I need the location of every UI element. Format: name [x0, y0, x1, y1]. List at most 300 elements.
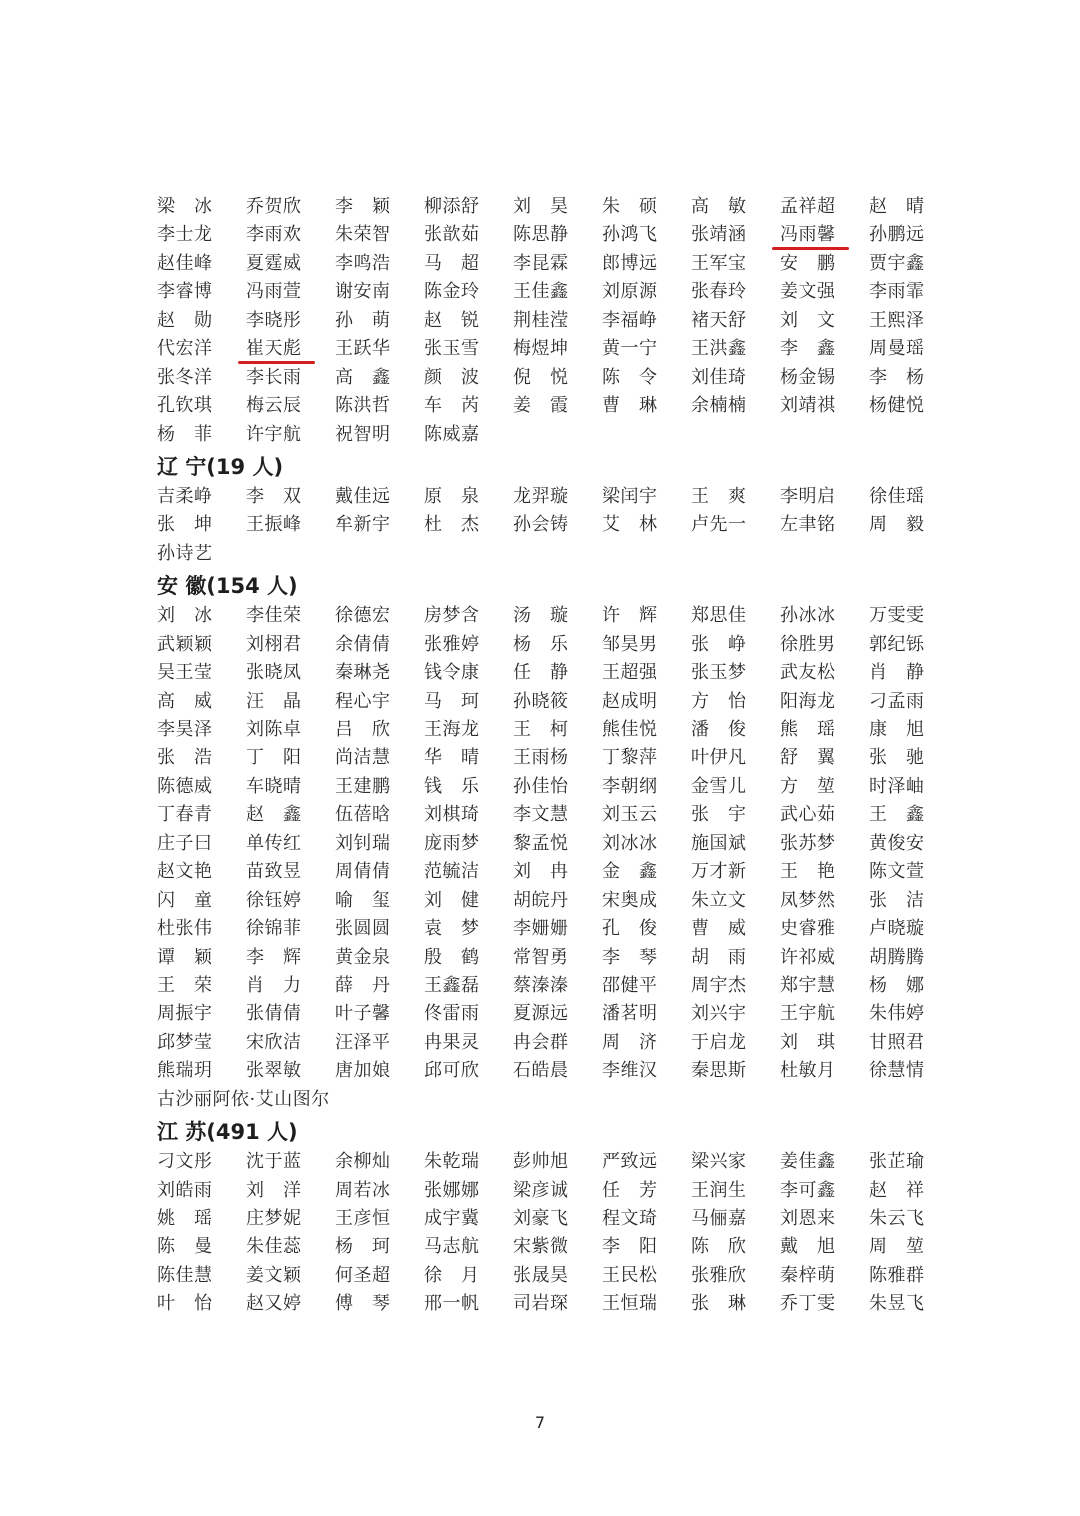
- name-entry: 孙冰冰: [780, 605, 836, 627]
- highlighted-name-entry: 崔天彪: [246, 335, 335, 363]
- name-entry: 张圆圆: [335, 918, 391, 940]
- name-entry: 张晟昊: [513, 1264, 569, 1286]
- name-entry: 李 鑫: [780, 338, 836, 360]
- name-entry: 万雯雯: [869, 605, 925, 627]
- name-entry: 成宇冀: [424, 1208, 480, 1229]
- name-entry: 赵 晴: [869, 196, 925, 217]
- name-entry: 庞雨梦: [424, 832, 480, 854]
- name-entry: 曹 琳: [602, 395, 658, 417]
- name-entry: 熊 瑶: [780, 719, 836, 740]
- name-entry: 王 柯: [513, 719, 569, 740]
- name-entry: 庄梦妮: [246, 1208, 302, 1229]
- name-entry: 吉柔峥: [157, 485, 213, 507]
- name-entry: 肖 静: [869, 662, 925, 684]
- name-entry: 孔 俊: [602, 918, 658, 940]
- name-entry: 朱荣智: [335, 224, 391, 246]
- name-entry: 张娜娜: [424, 1179, 480, 1201]
- name-entry: 刘钊瑞: [335, 832, 391, 854]
- name-entry: 张晓凤: [246, 662, 302, 684]
- name-entry: 代宏洋: [157, 338, 213, 360]
- name-entry: 杨 菲: [157, 423, 213, 445]
- name-entry: 张雅欣: [691, 1264, 747, 1286]
- name-entry: 甘照君: [869, 1031, 925, 1053]
- name-entry: 王鑫磊: [424, 974, 480, 996]
- name-entry: 时泽岫: [869, 775, 925, 797]
- name-entry: 周 济: [602, 1031, 658, 1053]
- name-entry: 叶子馨: [335, 1003, 391, 1025]
- name-entry: 李 双: [246, 485, 302, 507]
- name-entry: 杨健悦: [869, 395, 925, 417]
- name-entry: 褚天舒: [691, 309, 747, 331]
- name-entry: 黄金泉: [335, 946, 391, 968]
- name-entry: 尚洁慧: [335, 747, 391, 769]
- name-entry: 刘 文: [780, 309, 836, 331]
- name-entry: 王佳鑫: [513, 281, 569, 303]
- name-entry: 胡皖丹: [513, 889, 569, 911]
- name-entry: 徐 月: [424, 1264, 480, 1286]
- name-entry: 王熙泽: [869, 309, 925, 331]
- name-entry: 刁文彤: [157, 1151, 213, 1173]
- name-entry: 车晓晴: [246, 775, 302, 797]
- name-entry: 任 静: [513, 662, 569, 684]
- page-number: 7: [534, 1413, 546, 1432]
- name-entry: 周振宇: [157, 1003, 213, 1025]
- name-entry: 金 鑫: [602, 861, 658, 883]
- name-entry: 张玉梦: [691, 662, 747, 684]
- name-entry: 李昆霖: [513, 252, 569, 274]
- name-entry: 石皓晨: [513, 1060, 569, 1082]
- name-entry: 邢一帆: [424, 1293, 480, 1315]
- name-entry: 宋欣洁: [246, 1031, 302, 1053]
- name-entry: 陈 欣: [691, 1236, 747, 1258]
- name-entry: 孟祥超: [780, 196, 836, 217]
- name-entry: 李文慧: [513, 804, 569, 826]
- name-entry: 张冬洋: [157, 366, 213, 388]
- name-entry: 陈 曼: [157, 1236, 213, 1258]
- name-entry: 武友松: [780, 662, 836, 684]
- name-entry: 李福峥: [602, 309, 658, 331]
- name-entry: 王 爽: [691, 485, 747, 507]
- name-entry: 牟新宇: [335, 514, 391, 536]
- name-entry: 王民松: [602, 1264, 658, 1286]
- name-entry: 张苏梦: [780, 832, 836, 854]
- name-entry: 祝智明: [335, 423, 391, 445]
- name-entry: 李鸣浩: [335, 252, 391, 274]
- name-entry: 武颖颖: [157, 633, 213, 655]
- name-entry: 李睿博: [157, 281, 213, 303]
- name-entry: 刘 冰: [157, 605, 213, 627]
- name-entry: 荆桂滢: [513, 309, 569, 331]
- name-entry: 周 堃: [869, 1236, 925, 1258]
- name-entry: 余倩倩: [335, 633, 391, 655]
- name-entry: 刘陈卓: [246, 719, 302, 740]
- name-entry: 徐胜男: [780, 633, 836, 655]
- name-entry: 刘玉云: [602, 804, 658, 826]
- name-entry: 方 怡: [691, 690, 747, 712]
- name-entry: 苗致昱: [246, 861, 302, 883]
- name-entry: 万才新: [691, 861, 747, 883]
- name-entry: 李佳荣: [246, 605, 302, 627]
- name-entry: 颜 波: [424, 366, 480, 388]
- name-entry: 赵又婷: [246, 1293, 302, 1315]
- name-entry: 史睿雅: [780, 918, 836, 940]
- name-entry: 周 毅: [869, 514, 925, 536]
- name-entry: 沈于蓝: [246, 1151, 302, 1173]
- name-entry: 吕 欣: [335, 719, 391, 740]
- name-entry: 梅云辰: [246, 395, 302, 417]
- name-grid: [157, 483, 932, 568]
- name-entry: 蔡溱溱: [513, 974, 569, 996]
- name-entry: 王军宝: [691, 252, 747, 274]
- name-entry: 李朝纲: [602, 775, 658, 797]
- name-entry: 金雪儿: [691, 775, 747, 797]
- name-entry: 朱立文: [691, 889, 747, 911]
- name-entry: 刘豪飞: [513, 1208, 569, 1229]
- name-entry: 刘棋琦: [424, 804, 480, 826]
- name-entry: 姜文强: [780, 281, 836, 303]
- name-entry: 任 芳: [602, 1179, 658, 1201]
- name-entry: 徐慧情: [869, 1060, 925, 1082]
- name-grid: [157, 602, 932, 1114]
- name-entry: 李 琴: [602, 946, 658, 968]
- province-heading: 安 徽(154 人): [157, 574, 298, 599]
- name-entry: 司岩琛: [513, 1293, 569, 1315]
- name-entry: 刘 琪: [780, 1031, 836, 1053]
- name-entry: 李士龙: [157, 224, 213, 246]
- name-entry: 程心宇: [335, 690, 391, 712]
- name-entry: 王跃华: [335, 338, 391, 360]
- name-entry: 刘佳琦: [691, 366, 747, 388]
- name-entry: 张芷瑜: [869, 1151, 925, 1173]
- name-entry: 梅煜坤: [513, 338, 569, 360]
- name-entry: 赵 勋: [157, 309, 213, 331]
- name-entry: 叶 怡: [157, 1293, 213, 1315]
- name-entry: 佟雷雨: [424, 1003, 480, 1025]
- name-entry: 刘恩来: [780, 1208, 836, 1229]
- name-entry: 潘 俊: [691, 719, 747, 740]
- name-entry: 张玉雪: [424, 338, 480, 360]
- name-entry: 郎博远: [602, 252, 658, 274]
- name-entry: 刘靖祺: [780, 395, 836, 417]
- name-entry: 高 敏: [691, 196, 747, 217]
- name-entry: 孔钦琪: [157, 395, 213, 417]
- name-entry: 徐钰婷: [246, 889, 302, 911]
- name-entry: 姜 霞: [513, 395, 569, 417]
- name-entry: 姜佳鑫: [780, 1151, 836, 1173]
- name-entry: 刘兴宇: [691, 1003, 747, 1025]
- name-entry: 龙羿璇: [513, 485, 569, 507]
- name-entry: 方 堃: [780, 775, 836, 797]
- name-entry: 王 鑫: [869, 804, 925, 826]
- name-entry: 周曼瑶: [869, 338, 925, 360]
- name-entry: 李 辉: [246, 946, 302, 968]
- name-entry: 钱令康: [424, 662, 480, 684]
- name-entry: 李 颖: [335, 196, 391, 217]
- name-entry: 李雨霏: [869, 281, 925, 303]
- name-entry: 许祁威: [780, 946, 836, 968]
- name-entry: 杨 乐: [513, 633, 569, 655]
- name-entry: 艾 林: [602, 514, 658, 536]
- name-entry: 夏霆威: [246, 252, 302, 274]
- name-entry: 陈思静: [513, 224, 569, 246]
- name-entry: 曹 威: [691, 918, 747, 940]
- name-entry: 熊瑞玥: [157, 1060, 213, 1082]
- name-entry: 徐锦菲: [246, 918, 302, 940]
- name-entry: 常智勇: [513, 946, 569, 968]
- name-entry: 张 驰: [869, 747, 925, 769]
- name-entry: 马志航: [424, 1236, 480, 1258]
- name-entry: 孙鸿飞: [602, 224, 658, 246]
- name-entry: 刘 昊: [513, 196, 569, 217]
- name-entry: 王彦恒: [335, 1208, 391, 1229]
- name-entry: 秦思斯: [691, 1060, 747, 1082]
- name-entry: 梁 冰: [157, 196, 213, 217]
- name-entry: 刘 洋: [246, 1179, 302, 1201]
- name-entry: 许宇航: [246, 423, 302, 445]
- name-entry: 夏源远: [513, 1003, 569, 1025]
- name-entry: 孙鹏远: [869, 224, 925, 246]
- name-entry: 张 洁: [869, 889, 925, 911]
- name-entry: 袁 梦: [424, 918, 480, 940]
- name-entry: 王 荣: [157, 974, 213, 996]
- name-entry: 郑宇慧: [780, 974, 836, 996]
- name-entry: 彭帅旭: [513, 1151, 569, 1173]
- name-entry: 周若冰: [335, 1179, 391, 1201]
- name-entry: 谭 颖: [157, 946, 213, 968]
- name-entry: 薛 丹: [335, 974, 391, 996]
- name-entry: 王超强: [602, 662, 658, 684]
- name-entry: 陈洪哲: [335, 395, 391, 417]
- name-entry: 康 旭: [869, 719, 925, 740]
- name-entry: 庄子曰: [157, 832, 213, 854]
- name-entry: 严致远: [602, 1151, 658, 1173]
- name-entry: 周宇杰: [691, 974, 747, 996]
- name-entry: 李 阳: [602, 1236, 658, 1258]
- name-entry: 闪 童: [157, 889, 213, 911]
- name-entry: 张 浩: [157, 747, 213, 769]
- name-grid: [157, 193, 932, 449]
- name-entry: 王雨杨: [513, 747, 569, 769]
- name-entry: 李 杨: [869, 366, 925, 388]
- name-entry: 徐佳瑶: [869, 485, 925, 507]
- name-entry: 胡 雨: [691, 946, 747, 968]
- name-entry: 李晓彤: [246, 309, 302, 331]
- name-entry: 房梦含: [424, 605, 480, 627]
- name-entry: 刘冰冰: [602, 832, 658, 854]
- name-entry: 王洪鑫: [691, 338, 747, 360]
- name-entry: 潘茗明: [602, 1003, 658, 1025]
- name-entry: 朱伟婷: [869, 1003, 925, 1025]
- name-entry: 刘 健: [424, 889, 480, 911]
- name-entry: 黄俊安: [869, 832, 925, 854]
- name-entry: 张翠敏: [246, 1060, 302, 1082]
- name-entry: 王润生: [691, 1179, 747, 1201]
- name-entry: 朱昱飞: [869, 1293, 925, 1315]
- name-entry: 梁闰宇: [602, 485, 658, 507]
- name-entry: 高 威: [157, 690, 213, 712]
- name-entry: 李雨欢: [246, 224, 302, 246]
- name-entry: 肖 力: [246, 974, 302, 996]
- name-entry: 安 鹏: [780, 252, 836, 274]
- name-entry: 冉会群: [513, 1031, 569, 1053]
- name-entry: 孙会铸: [513, 514, 569, 536]
- name-entry: 李昊泽: [157, 719, 213, 740]
- name-entry: 刘栩君: [246, 633, 302, 655]
- name-entry: 杨 娜: [869, 974, 925, 996]
- name-entry: 陈德威: [157, 775, 213, 797]
- name-entry: 李维汉: [602, 1060, 658, 1082]
- name-entry: 梁兴家: [691, 1151, 747, 1173]
- name-entry: 周倩倩: [335, 861, 391, 883]
- name-entry: 汪 晶: [246, 690, 302, 712]
- name-entry: 赵 锐: [424, 309, 480, 331]
- name-entry: 张 峥: [691, 633, 747, 655]
- name-entry: 姚 瑶: [157, 1208, 213, 1229]
- name-entry: 单传红: [246, 832, 302, 854]
- name-entry: 喻 玺: [335, 889, 391, 911]
- name-entry: 朱 硕: [602, 196, 658, 217]
- name-list-document: [157, 193, 932, 1319]
- name-entry: 张 坤: [157, 514, 213, 536]
- name-entry: 丁黎萍: [602, 747, 658, 769]
- name-entry: 施国斌: [691, 832, 747, 854]
- name-grid: [157, 1148, 932, 1319]
- name-entry: 卢晓璇: [869, 918, 925, 940]
- name-entry: 乔丁雯: [780, 1293, 836, 1315]
- name-entry: 于启龙: [691, 1031, 747, 1053]
- name-entry: 胡腾腾: [869, 946, 925, 968]
- name-entry: 张春玲: [691, 281, 747, 303]
- name-entry: 乔贺欣: [246, 196, 302, 217]
- name-entry: 秦梓萌: [780, 1264, 836, 1286]
- name-entry: 赵佳峰: [157, 252, 213, 274]
- name-entry: 程文琦: [602, 1208, 658, 1229]
- name-entry: 倪 悦: [513, 366, 569, 388]
- name-entry: 黎孟悦: [513, 832, 569, 854]
- name-entry: 张 琳: [691, 1293, 747, 1315]
- name-entry: 杨金锡: [780, 366, 836, 388]
- name-entry: 徐德宏: [335, 605, 391, 627]
- name-entry: 赵 鑫: [246, 804, 302, 826]
- name-entry: 左聿铭: [780, 514, 836, 536]
- name-entry: 赵 祥: [869, 1179, 925, 1201]
- name-entry: 张倩倩: [246, 1003, 302, 1025]
- name-entry: 马俪嘉: [691, 1208, 747, 1229]
- name-entry: 余柳灿: [335, 1151, 391, 1173]
- name-entry: 陈文萱: [869, 861, 925, 883]
- name-entry: 柳添舒: [424, 196, 480, 217]
- name-entry: 张靖涵: [691, 224, 747, 246]
- name-entry: 杜 杰: [424, 514, 480, 536]
- name-entry: 唐加娘: [335, 1060, 391, 1082]
- name-entry: 邱可欣: [424, 1060, 480, 1082]
- name-entry: 李明启: [780, 485, 836, 507]
- name-entry: 赵文艳: [157, 861, 213, 883]
- name-entry: 王振峰: [246, 514, 302, 536]
- name-entry: 傅 琴: [335, 1293, 391, 1315]
- name-entry: 武心茹: [780, 804, 836, 826]
- name-entry: 邱梦莹: [157, 1031, 213, 1053]
- name-entry: 车 芮: [424, 395, 480, 417]
- province-heading: 辽 宁(19 人): [157, 454, 284, 479]
- name-entry: 丁春青: [157, 804, 213, 826]
- name-entry: 刘皓雨: [157, 1179, 213, 1201]
- name-entry: 华 晴: [424, 747, 480, 769]
- name-entry: 宋奥成: [602, 889, 658, 911]
- name-entry: 李姗姗: [513, 918, 569, 940]
- name-entry: 凤梦然: [780, 889, 836, 911]
- name-entry: 张 宇: [691, 804, 747, 826]
- name-entry: 阳海龙: [780, 690, 836, 712]
- name-entry: 丁 阳: [246, 747, 302, 769]
- name-entry: 何圣超: [335, 1264, 391, 1286]
- name-entry: 陈佳慧: [157, 1264, 213, 1286]
- name-entry: 刘原源: [602, 281, 658, 303]
- name-entry: 殷 鹤: [424, 946, 480, 968]
- name-entry: 陈金玲: [424, 281, 480, 303]
- name-entry: 王 艳: [780, 861, 836, 883]
- name-entry: 戴佳远: [335, 485, 391, 507]
- name-entry: 朱云飞: [869, 1208, 925, 1229]
- name-entry: 杜敏月: [780, 1060, 836, 1082]
- name-entry: 王海龙: [424, 719, 480, 740]
- name-entry: 熊佳悦: [602, 719, 658, 740]
- name-entry: 汪泽平: [335, 1031, 391, 1053]
- name-entry: 马 超: [424, 252, 480, 274]
- name-entry: 宋紫微: [513, 1236, 569, 1258]
- name-entry: 古沙丽阿依·艾山图尔: [157, 1088, 330, 1110]
- name-entry: 赵成明: [602, 690, 658, 712]
- name-entry: 马 珂: [424, 690, 480, 712]
- name-entry: 钱 乐: [424, 775, 480, 797]
- name-entry: 贾宇鑫: [869, 252, 925, 274]
- name-entry: 王建鹏: [335, 775, 391, 797]
- name-entry: 秦琳尧: [335, 662, 391, 684]
- name-entry: 刁孟雨: [869, 690, 925, 712]
- name-entry: 李可鑫: [780, 1179, 836, 1201]
- name-entry: 张雅婷: [424, 633, 480, 655]
- name-entry: 谢安南: [335, 281, 391, 303]
- name-entry: 杨 珂: [335, 1236, 391, 1258]
- name-entry: 李长雨: [246, 366, 302, 388]
- name-entry: 余楠楠: [691, 395, 747, 417]
- name-entry: 刘 冉: [513, 861, 569, 883]
- name-entry: 朱乾瑞: [424, 1151, 480, 1173]
- province-heading: 江 苏(491 人): [157, 1120, 298, 1145]
- name-entry: 杜张伟: [157, 918, 213, 940]
- name-entry: 邹昊男: [602, 633, 658, 655]
- highlighted-name-entry: 冯雨馨: [780, 221, 869, 249]
- name-entry: 冯雨萱: [246, 281, 302, 303]
- name-entry: 范毓洁: [424, 861, 480, 883]
- name-entry: 戴 旭: [780, 1236, 836, 1258]
- name-entry: 叶伊凡: [691, 747, 747, 769]
- name-entry: 郭纪铄: [869, 633, 925, 655]
- name-entry: 姜文颖: [246, 1264, 302, 1286]
- name-entry: 卢先一: [691, 514, 747, 536]
- name-entry: 孙诗艺: [157, 542, 213, 564]
- name-entry: 许 辉: [602, 605, 658, 627]
- name-entry: 陈雅群: [869, 1264, 925, 1286]
- name-entry: 孙 萌: [335, 309, 391, 331]
- name-entry: 朱佳蕊: [246, 1236, 302, 1258]
- name-entry: 高 鑫: [335, 366, 391, 388]
- name-entry: 伍蓓晗: [335, 804, 391, 826]
- name-entry: 黄一宁: [602, 338, 658, 360]
- name-entry: 原 泉: [424, 485, 480, 507]
- name-entry: 梁彦诚: [513, 1179, 569, 1201]
- name-entry: 舒 翼: [780, 747, 836, 769]
